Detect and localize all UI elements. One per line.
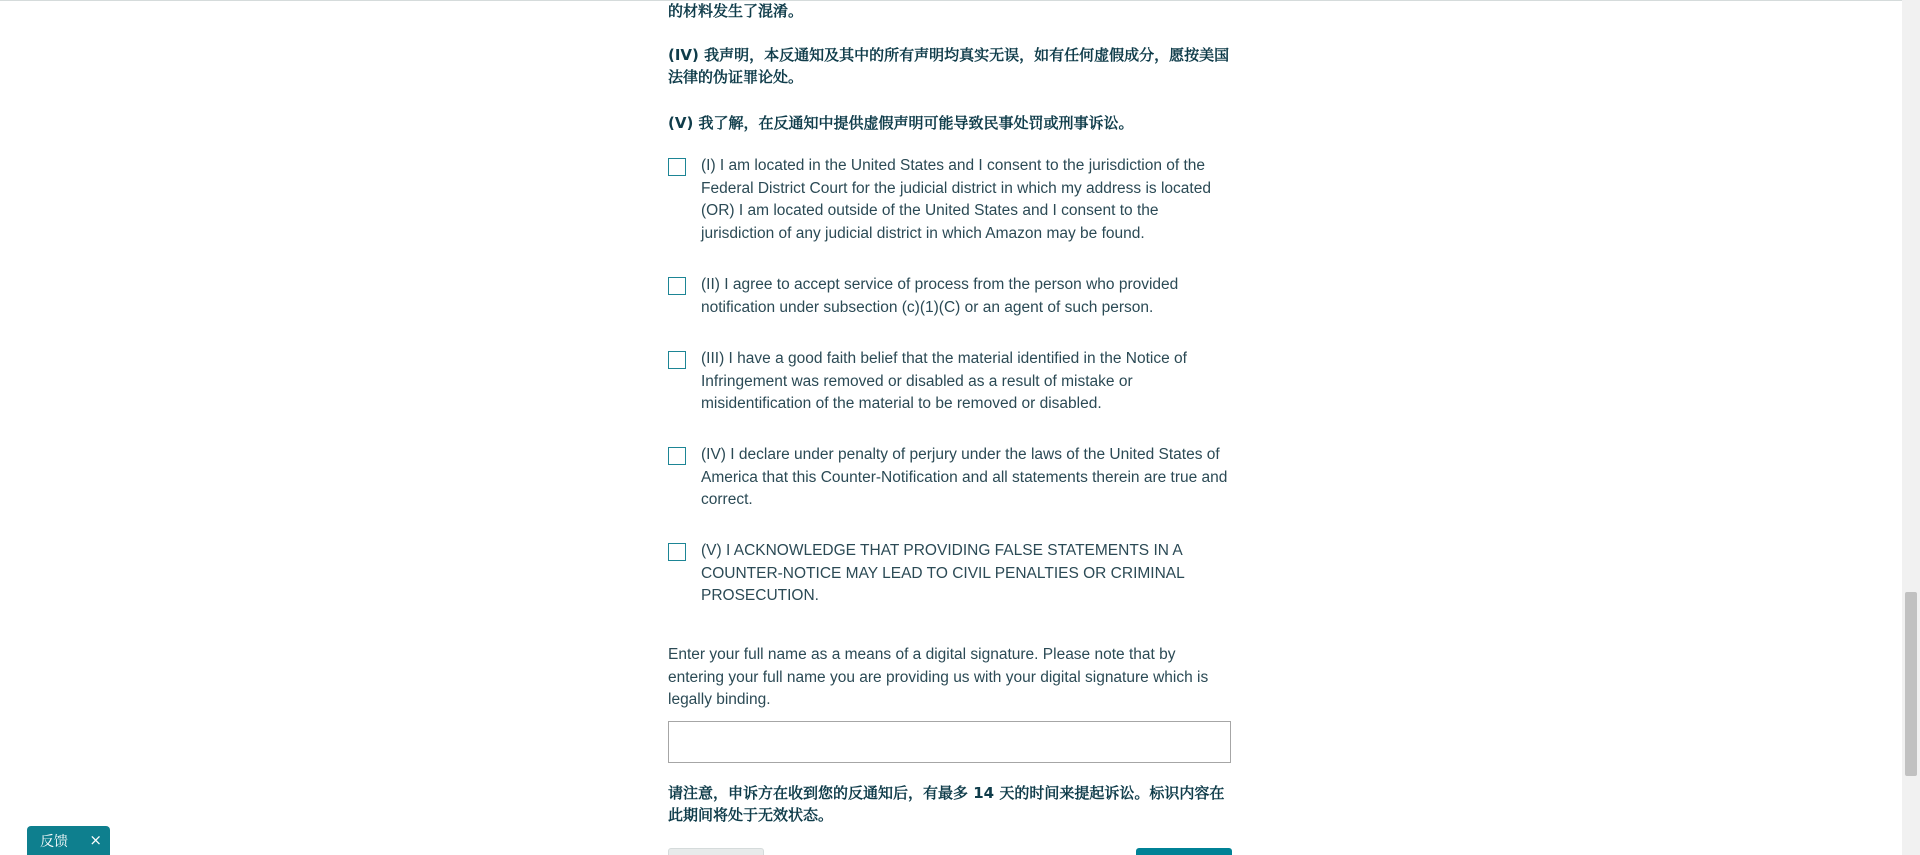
checkbox-iii[interactable] [668, 351, 686, 369]
vertical-scrollbar[interactable] [1902, 0, 1920, 855]
back-button[interactable] [668, 848, 764, 855]
checkbox-row-v[interactable] [668, 540, 1234, 608]
checkbox-v-label[interactable]: (V) I ACKNOWLEDGE THAT PROVIDING FALSE STATEMENTS IN A COUNTER-NOTICE MAY LEAD TO CIVIL PENALTIES OR CRIMINAL PROSECUTION. [701, 542, 1185, 605]
checkbox-row-i[interactable] [668, 155, 1234, 245]
checkbox-iii-label[interactable]: (III) I have a good faith belief that the material identified in the Notice of Infringement was removed or disabled as a result of mistake or misidentification of the material to be removed or disabled. [701, 350, 1187, 413]
feedback-widget[interactable] [27, 826, 110, 855]
checkbox-i-label[interactable]: (I) I am located in the United States and I consent to the jurisdiction of the Federal District Court for the judicial district in which my address is located (OR) I am located outside of the United States and I consent to the jurisdiction of any judicial district in which Amazon may be found. [701, 157, 1211, 242]
declaration-cn-line-1: 的材料发生了混淆。 [668, 2, 804, 20]
checkbox-row-ii[interactable] [668, 274, 1234, 319]
declaration-cn-iv: (IV) 我声明，本反通知及其中的所有声明均真实无误，如有任何虚假成分，愿按美国法律的伪证罪论处。 [668, 46, 1230, 86]
signature-description: Enter your full name as a means of a digital signature. Please note that by entering your full name you are providing us with your digital signature which is legally binding. [668, 646, 1209, 709]
declaration-cn-v: (V) 我了解，在反通知中提供虚假声明可能导致民事处罚或刑事诉讼。 [668, 114, 1134, 132]
checkbox-iv[interactable] [668, 447, 686, 465]
checkbox-row-iv[interactable] [668, 444, 1234, 512]
litigation-note-cn: 请注意，申诉方在收到您的反通知后，有最多 14 天的时间来提起诉讼。标识内容在此期间将处于无效状态。 [668, 784, 1225, 824]
checkbox-row-iii[interactable] [668, 348, 1234, 416]
submit-button[interactable] [1136, 848, 1232, 855]
checkbox-ii-label[interactable]: (II) I agree to accept service of process from the person who provided notification under subsection (c)(1)(C) or an agent of such person. [701, 276, 1179, 316]
checkbox-v[interactable] [668, 543, 686, 561]
scrollbar-thumb[interactable] [1905, 592, 1917, 776]
close-icon[interactable]: × [89, 831, 102, 849]
feedback-label[interactable]: 反馈 [40, 833, 68, 850]
checkbox-iv-label[interactable]: (IV) I declare under penalty of perjury under the laws of the United States of America that this Counter-Notification and all statements therein are true and correct. [701, 446, 1228, 509]
signature-input[interactable] [668, 721, 1231, 763]
checkbox-ii[interactable] [668, 277, 686, 295]
checkbox-i[interactable] [668, 158, 686, 176]
